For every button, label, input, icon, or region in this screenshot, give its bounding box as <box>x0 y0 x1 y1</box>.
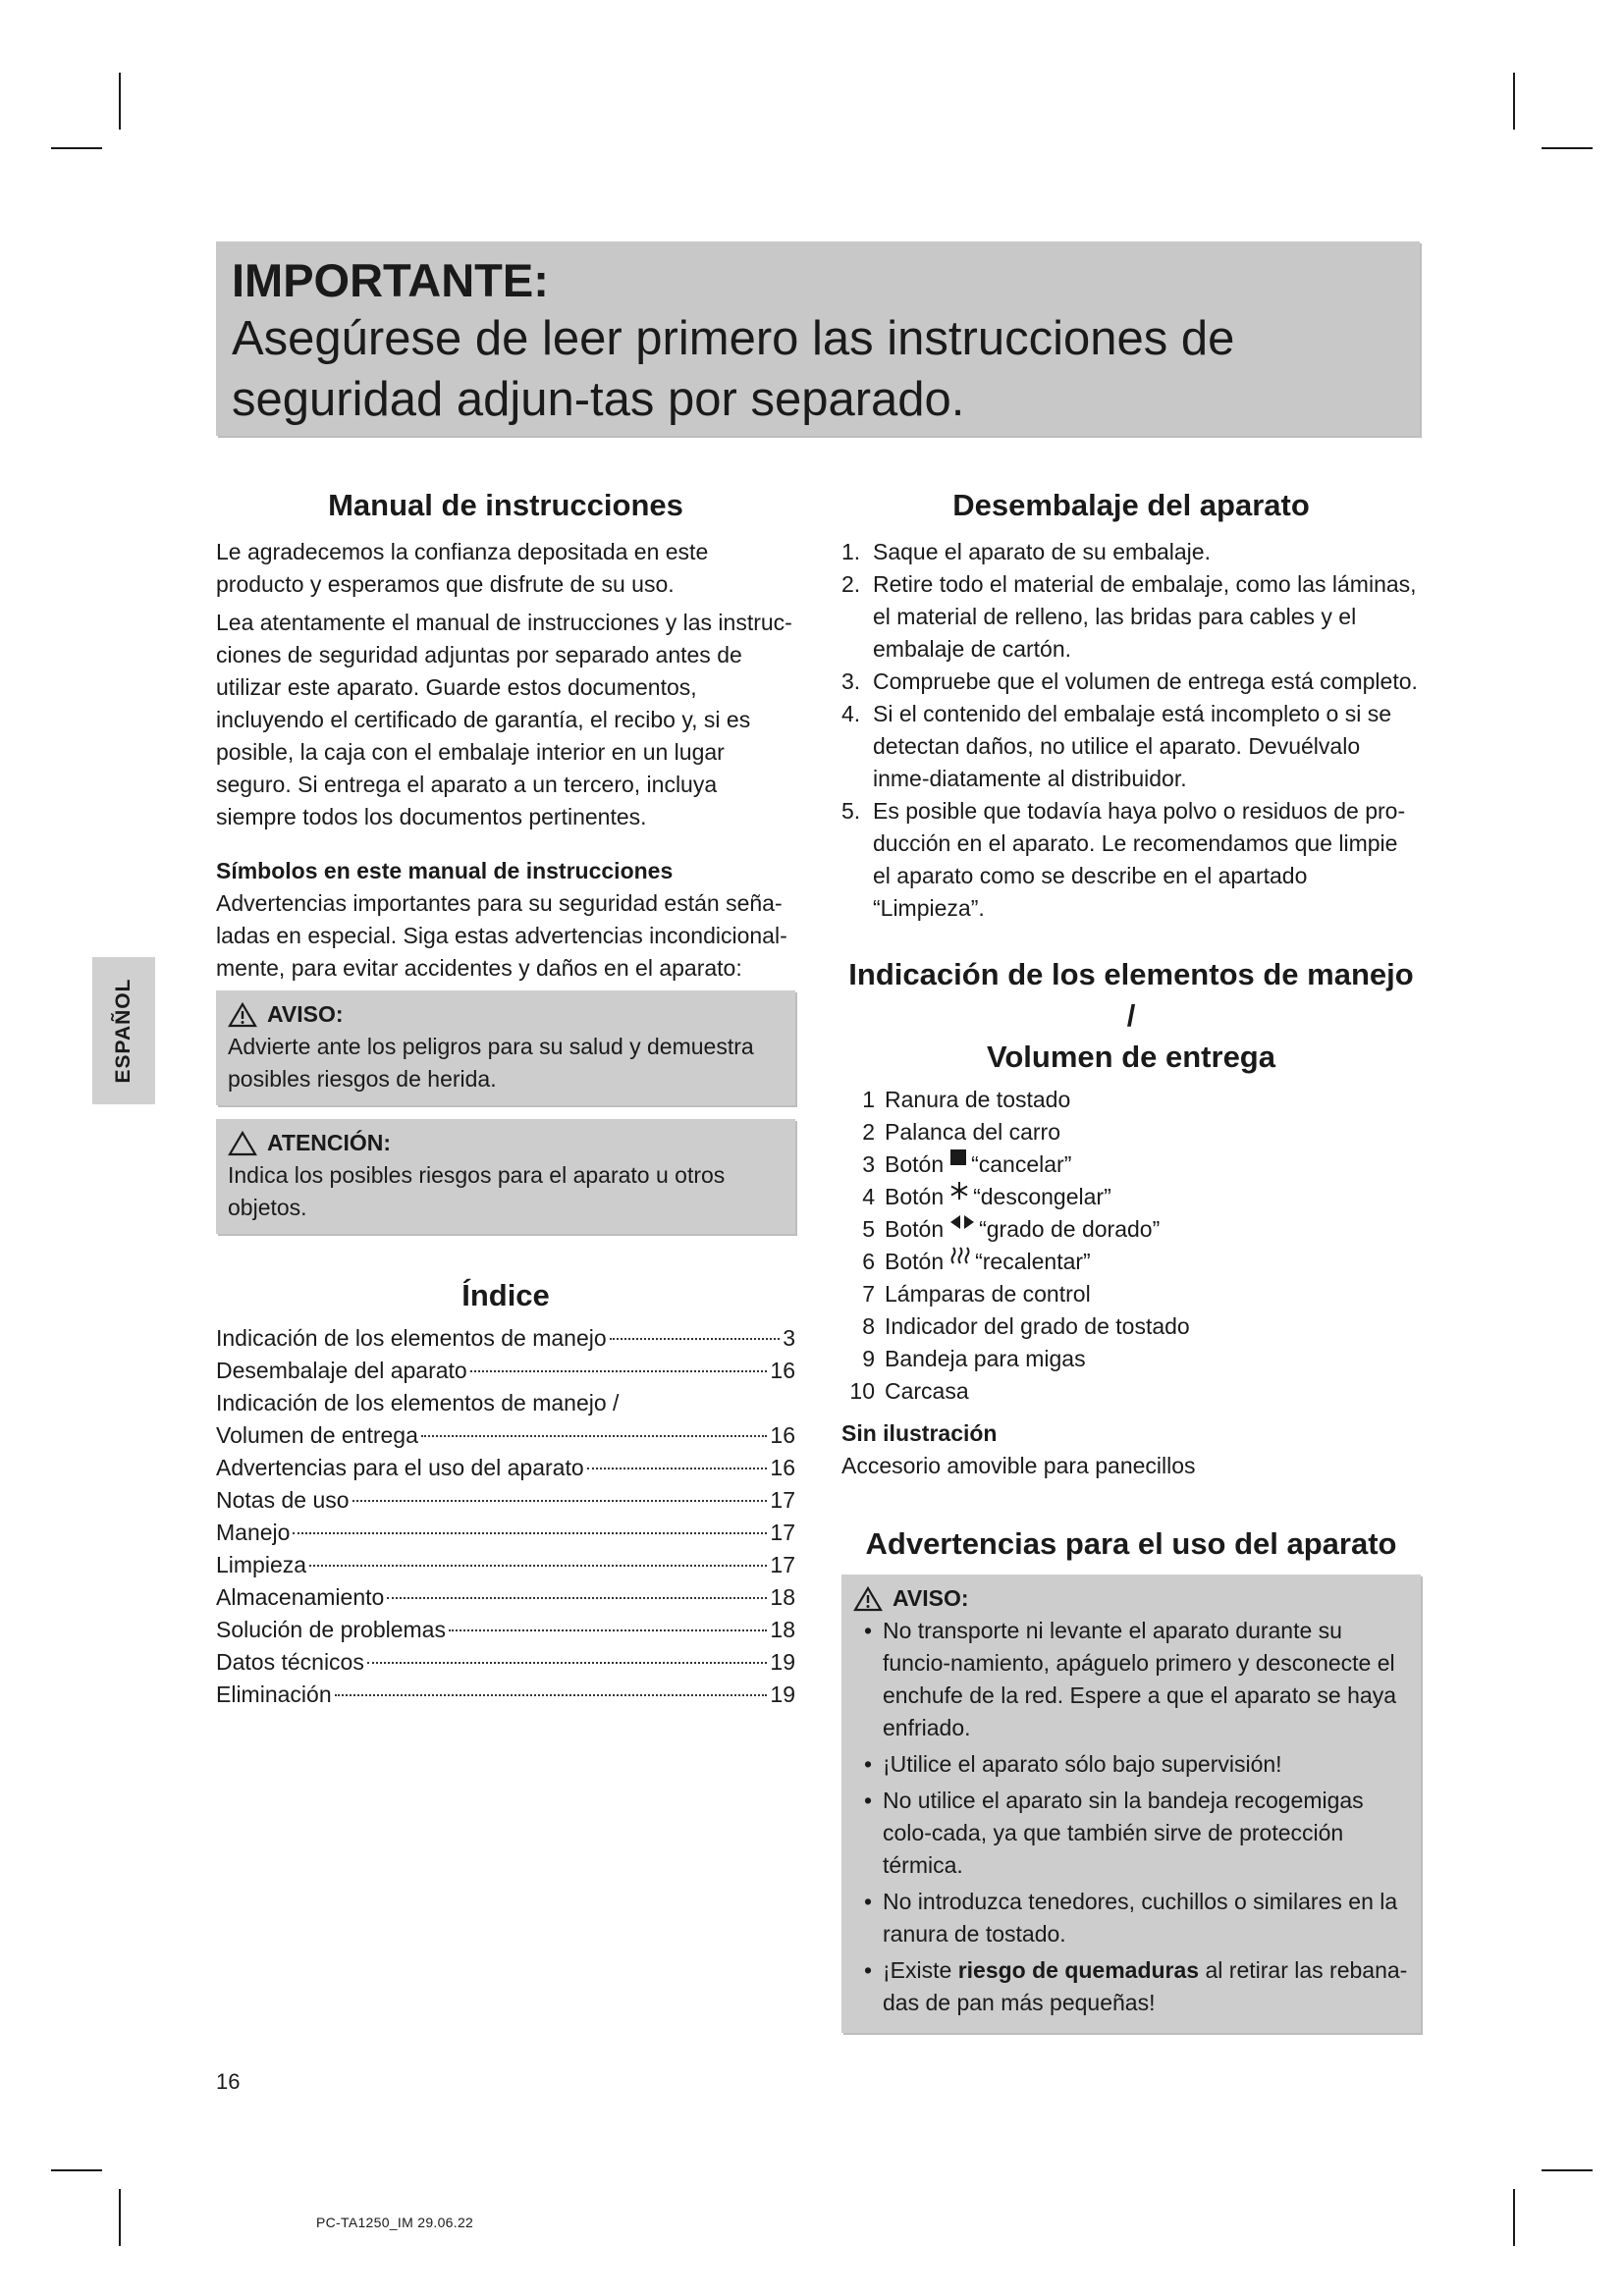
atencion-header <box>228 1127 784 1159</box>
burn-risk-emphasis: riesgo de quemaduras <box>957 1957 1200 1983</box>
usage-aviso-header <box>853 1582 1409 1615</box>
index-entry: Datos técnicos 19 <box>216 1649 795 1675</box>
crop-mark <box>51 147 102 149</box>
heat-waves-icon <box>949 1246 971 1265</box>
index-entry: Almacenamiento 18 <box>216 1584 795 1610</box>
no-illustration-text: Accesorio amovible para panecillos <box>841 1453 1196 1478</box>
warning-triangle-icon <box>228 1002 257 1028</box>
warning-bullet: • ¡Existe riesgo de quemaduras al retirar las rebana-das de pan más pequeñas! <box>863 1957 1408 2015</box>
left-column <box>216 485 795 1711</box>
parts-list <box>841 1084 1421 1408</box>
stop-square-icon <box>949 1148 967 1166</box>
no-illustration-heading: Sin ilustración <box>841 1420 998 1446</box>
right-column <box>841 485 1421 2033</box>
index-entry: Advertencias para el uso del aparato 16 <box>216 1455 795 1480</box>
warning-bullet: • No utilice el aparato sin la bandeja recogemigas colo-cada, ya que también sirve de protección térmica. <box>863 1788 1364 1878</box>
aviso-box <box>216 990 795 1105</box>
language-side-tab <box>92 957 155 1104</box>
crop-mark <box>1542 147 1593 149</box>
index-entry: Solución de problemas 18 <box>216 1617 795 1642</box>
footer-code: PC-TA1250_IM 29.06.22 <box>316 2215 474 2230</box>
part-item: 3 Botón “cancelar” <box>841 1148 1421 1181</box>
part-item: 5 Botón “grado de dorado” <box>841 1213 1421 1246</box>
crop-mark <box>1513 73 1515 130</box>
warning-triangle-icon <box>853 1586 883 1612</box>
language-label: ESPAÑOL <box>112 978 135 1084</box>
atencion-label: ATENCIÓN: <box>267 1130 392 1155</box>
index-entry: Eliminación 19 <box>216 1682 795 1707</box>
aviso-label: AVISO: <box>267 1001 344 1027</box>
crop-mark <box>119 2189 121 2246</box>
index-entry: Manejo 17 <box>216 1520 795 1545</box>
unpack-step: 1. Saque el aparato de su embalaje. <box>841 539 1211 564</box>
crop-mark <box>119 73 121 130</box>
banner-title: IMPORTANTE: <box>232 254 549 306</box>
part-item: 1 Ranura de tostado <box>862 1087 1071 1112</box>
warning-bullet: • No transporte ni levante el aparato durante su funcio-namiento, apáguelo primero y desconecte el enchufe de la red. Espere a que el aparato se haya enfriado. <box>863 1618 1396 1740</box>
page-number: 16 <box>216 2069 241 2094</box>
warnings-heading: Advertencias para el uso del aparato <box>865 1526 1397 1561</box>
usage-aviso-label: AVISO: <box>893 1585 969 1611</box>
elements-heading-line1: Indicación de los elementos de manejo / <box>848 957 1414 1033</box>
crop-mark <box>51 2169 102 2171</box>
index-entry: Indicación de los elementos de manejo 3 <box>216 1325 795 1351</box>
aviso-header <box>228 998 784 1031</box>
index-entry: Desembalaje del aparato 16 <box>216 1358 795 1383</box>
index-heading: Índice <box>461 1278 550 1312</box>
intro-paragraph: Le agradecemos la confianza depositada en este producto y esperamos que disfrute de su uso. <box>216 539 709 597</box>
index-entry: Indicación de los elementos de manejo / <box>216 1390 620 1415</box>
part-item: 10 Carcasa <box>849 1378 969 1404</box>
unpack-heading: Desembalaje del aparato <box>952 488 1310 522</box>
unpack-step: 3. Compruebe que el volumen de entrega está completo. <box>841 668 1418 694</box>
symbols-paragraph: Advertencias importantes para su seguridad están seña-ladas en especial. Siga estas advertencias incondicional-mente, para evitar accidentes y daños en el aparato: <box>216 890 787 981</box>
part-item: 4 Botón “descongelar” <box>841 1181 1421 1213</box>
manual-heading: Manual de instrucciones <box>328 488 683 522</box>
atencion-text: Indica los posibles riesgos para el aparato u otros objetos. <box>228 1162 726 1220</box>
atencion-box <box>216 1119 795 1234</box>
warning-bullet: • ¡Utilice el aparato sólo bajo supervisión! <box>863 1751 1282 1777</box>
index-entry: Limpieza 17 <box>216 1552 795 1577</box>
usage-warning-box <box>841 1575 1421 2033</box>
crop-mark <box>1513 2189 1515 2246</box>
symbols-heading: Símbolos en este manual de instrucciones <box>216 858 674 883</box>
read-manual-paragraph: Lea atentamente el manual de instrucciones y las instruc-ciones de seguridad adjuntas por separado antes de utilizar este aparato. Guarde estos documentos, incluyendo el certificado de garantía, el recibo y, si es posible, la caja con el embalaje interior en un lugar seguro. Si entrega el aparato a un tercero, incluya siempre todos los documentos pertinentes. <box>216 610 792 829</box>
elements-heading-line2: Volumen de entrega <box>987 1040 1275 1074</box>
banner-text: Asegúrese de leer primero las instrucciones de seguridad adjun-tas por separado. <box>232 312 1235 426</box>
index-list <box>216 1322 795 1711</box>
unpack-step: 5. Es posible que todavía haya polvo o residuos de pro-ducción en el aparato. Le recomendamos que limpie el aparato como se describe en el apartado “Limpieza”. <box>841 798 1406 921</box>
warning-bullets <box>853 1615 1409 2019</box>
unpack-step: 4. Si el contenido del embalaje está incompleto o si se detectan daños, no utilice el aparato. Devuélvalo inme-diatamente al distribuidor. <box>841 701 1392 791</box>
snowflake-icon <box>949 1181 969 1201</box>
caution-triangle-icon <box>228 1131 257 1156</box>
important-banner <box>216 241 1420 436</box>
part-item: 2 Palanca del carro <box>862 1119 1060 1145</box>
left-right-arrows-icon <box>949 1213 975 1231</box>
aviso-text: Advierte ante los peligros para su salud y demuestra posibles riesgos de herida. <box>228 1034 754 1092</box>
part-item: 9 Bandeja para migas <box>862 1346 1086 1371</box>
part-item: 6 Botón “recalentar” <box>841 1246 1421 1278</box>
unpack-step: 2. Retire todo el material de embalaje, como las láminas, el material de relleno, las bridas para cables y el embalaje de cartón. <box>841 571 1417 662</box>
index-entry: Notas de uso 17 <box>216 1487 795 1513</box>
warning-bullet: • No introduzca tenedores, cuchillos o similares en la ranura de tostado. <box>863 1889 1398 1947</box>
index-entry: Volumen de entrega 16 <box>216 1422 795 1448</box>
part-item: 7 Lámparas de control <box>862 1281 1091 1307</box>
part-item: 8 Indicador del grado de tostado <box>862 1313 1190 1339</box>
crop-mark <box>1542 2169 1593 2171</box>
unpack-steps <box>841 536 1421 925</box>
